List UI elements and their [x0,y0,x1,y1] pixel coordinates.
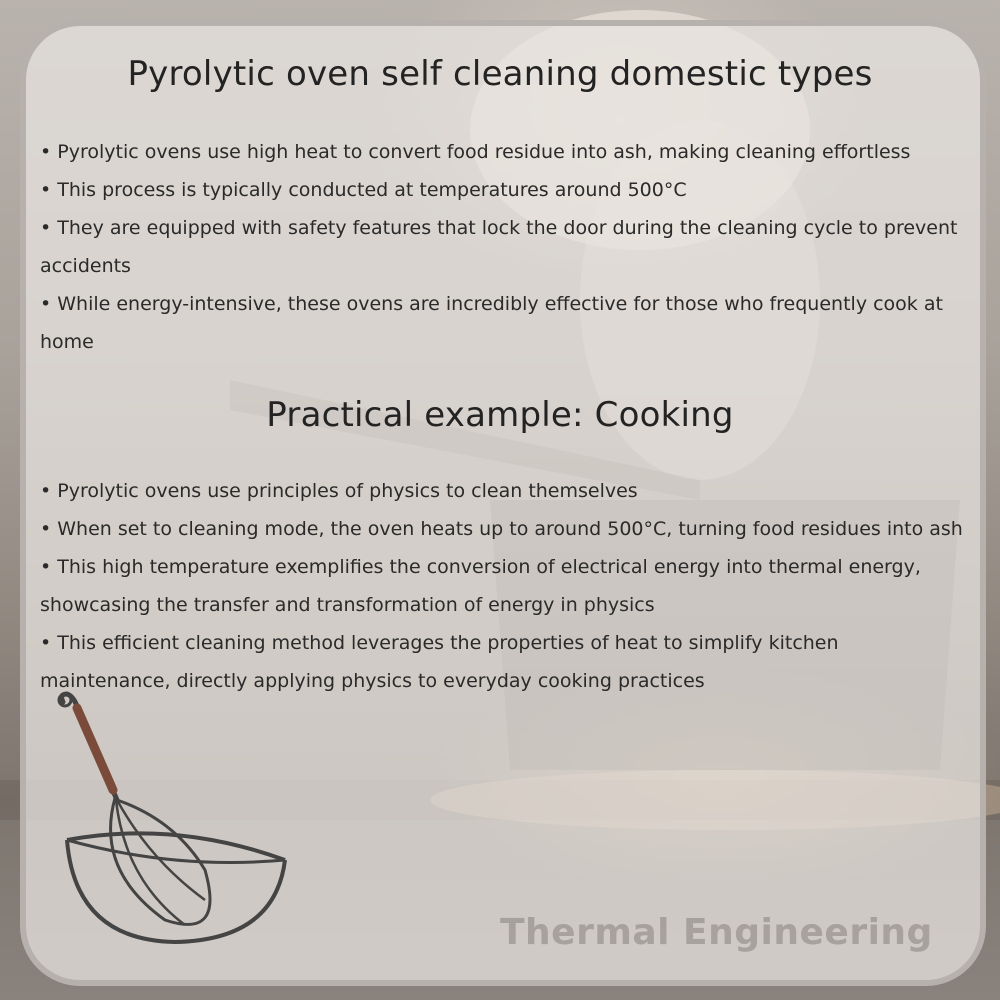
list-item: • While energy-intensive, these ovens are incredibly effective for those who frequently cook at home [40,293,943,353]
section-title: Practical example: Cooking [266,395,734,435]
list-item: • This high temperature exemplifies the conversion of electrical energy into thermal energy, showcasing the transfer and transformation of energy in physics [40,556,921,616]
list-item: • Pyrolytic ovens use high heat to convert food residue into ash, making cleaning effortless [40,141,911,163]
brand-watermark: Thermal Engineering [500,912,933,953]
list-item: • This process is typically conducted at temperatures around 500°C [40,179,687,201]
list-item: • They are equipped with safety features that lock the door during the cleaning cycle to prevent accidents [40,217,958,277]
list-item: • Pyrolytic ovens use principles of physics to clean themselves [40,480,638,502]
example-bullet-list [40,472,965,700]
main-bullet-list [40,133,965,361]
list-item: • When set to cleaning mode, the oven heats up to around 500°C, turning food residues into ash [40,518,963,540]
list-item: • This efficient cleaning method leverages the properties of heat to simplify kitchen maintenance, directly applying physics to everyday cooking practices [40,632,839,692]
whisk-bowl-icon [55,690,305,950]
page-title: Pyrolytic oven self cleaning domestic types [127,54,873,94]
